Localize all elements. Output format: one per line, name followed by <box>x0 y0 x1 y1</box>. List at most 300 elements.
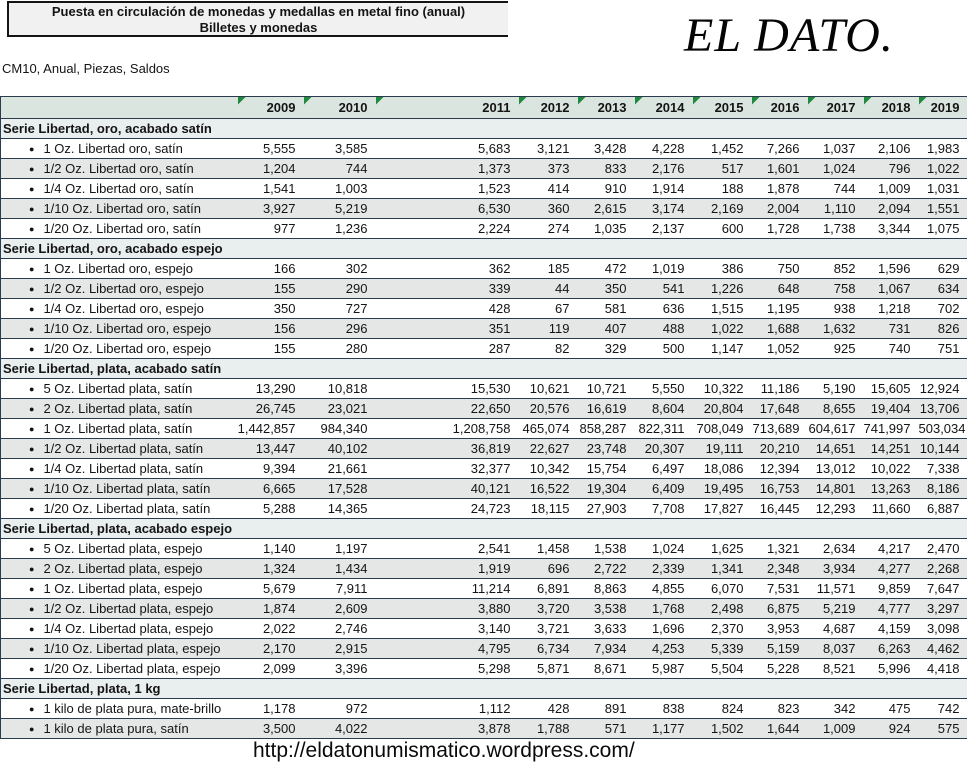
value-cell: 1,009 <box>864 179 919 199</box>
value-cell: 740 <box>864 339 919 359</box>
value-cell: 1,208,758 <box>376 419 519 439</box>
value-cell: 977 <box>238 219 304 239</box>
value-cell: 541 <box>635 279 693 299</box>
value-cell: 1,075 <box>919 219 967 239</box>
series-code: CM10, Anual, Piezas, Saldos <box>2 61 170 76</box>
value-cell: 1,728 <box>752 219 808 239</box>
value-cell: 1,218 <box>864 299 919 319</box>
value-cell: 465,074 <box>519 419 578 439</box>
value-cell: 575 <box>919 719 967 739</box>
value-cell: 1,112 <box>376 699 519 719</box>
table-row <box>1 619 967 639</box>
value-cell: 1,738 <box>808 219 864 239</box>
value-cell: 708,049 <box>693 419 752 439</box>
value-cell: 17,648 <box>752 399 808 419</box>
value-cell: 2,169 <box>693 199 752 219</box>
value-cell: 1,022 <box>693 319 752 339</box>
bullet-icon: ● <box>29 304 35 314</box>
year-header-2011[interactable] <box>376 97 519 119</box>
value-cell: 1,177 <box>635 719 693 739</box>
row-label-cell <box>1 659 238 679</box>
value-cell: 838 <box>635 699 693 719</box>
value-cell: 14,801 <box>808 479 864 499</box>
table-row <box>1 279 967 299</box>
row-label: 1/4 Oz. Libertad oro, satín <box>43 181 194 196</box>
footer-url[interactable]: http://eldatonumismatico.wordpress.com/ <box>253 739 635 762</box>
value-cell: 11,571 <box>808 579 864 599</box>
value-cell: 6,497 <box>635 459 693 479</box>
table-row <box>1 639 967 659</box>
bullet-icon: ● <box>29 144 35 154</box>
year-header-2018[interactable] <box>864 97 919 119</box>
table-row <box>1 699 967 719</box>
value-cell: 1,551 <box>919 199 967 219</box>
bullet-icon: ● <box>29 644 35 654</box>
report-subtitle: Billetes y monedas <box>199 20 318 35</box>
value-cell: 19,495 <box>693 479 752 499</box>
value-cell: 2,348 <box>752 559 808 579</box>
value-cell: 1,324 <box>238 559 304 579</box>
site-logo: EL DATO. <box>684 9 894 62</box>
value-cell: 18,086 <box>693 459 752 479</box>
value-cell: 925 <box>808 339 864 359</box>
value-cell: 23,021 <box>304 399 376 419</box>
value-cell: 1,110 <box>808 199 864 219</box>
value-cell: 119 <box>519 319 578 339</box>
value-cell: 12,293 <box>808 499 864 519</box>
table-row <box>1 139 967 159</box>
value-cell: 1,632 <box>808 319 864 339</box>
value-cell: 1,031 <box>919 179 967 199</box>
year-label: 2014 <box>655 100 685 115</box>
value-cell: 36,819 <box>376 439 519 459</box>
value-cell: 796 <box>864 159 919 179</box>
value-cell: 3,098 <box>919 619 967 639</box>
value-cell: 350 <box>578 279 635 299</box>
value-cell: 280 <box>304 339 376 359</box>
value-cell: 3,927 <box>238 199 304 219</box>
section-header-row <box>1 359 967 379</box>
year-label: 2010 <box>338 100 368 115</box>
value-cell: 1,195 <box>752 299 808 319</box>
year-header-2009[interactable] <box>238 97 304 119</box>
value-cell: 166 <box>238 259 304 279</box>
value-cell: 8,186 <box>919 479 967 499</box>
value-cell: 290 <box>304 279 376 299</box>
value-cell: 1,596 <box>864 259 919 279</box>
year-header-2012[interactable] <box>519 97 578 119</box>
value-cell: 648 <box>752 279 808 299</box>
row-label: 1/20 Oz. Libertad oro, satín <box>43 221 201 236</box>
value-cell: 6,891 <box>519 579 578 599</box>
value-cell: 16,445 <box>752 499 808 519</box>
value-cell: 13,706 <box>919 399 967 419</box>
value-cell: 14,651 <box>808 439 864 459</box>
value-cell: 1,452 <box>693 139 752 159</box>
value-cell: 3,140 <box>376 619 519 639</box>
value-cell: 20,576 <box>519 399 578 419</box>
value-cell: 1,983 <box>919 139 967 159</box>
value-cell: 4,159 <box>864 619 919 639</box>
row-label-cell <box>1 599 238 619</box>
value-cell: 9,859 <box>864 579 919 599</box>
row-label-cell <box>1 699 238 719</box>
table-row <box>1 299 967 319</box>
bullet-icon: ● <box>29 464 35 474</box>
bullet-icon: ● <box>29 284 35 294</box>
value-cell: 26,745 <box>238 399 304 419</box>
value-cell: 23,748 <box>578 439 635 459</box>
report-title-box <box>7 1 508 37</box>
value-cell: 4,777 <box>864 599 919 619</box>
value-cell: 13,290 <box>238 379 304 399</box>
row-label: 1 Oz. Libertad plata, espejo <box>43 581 203 596</box>
value-cell: 8,521 <box>808 659 864 679</box>
value-cell: 188 <box>693 179 752 199</box>
value-cell: 1,696 <box>635 619 693 639</box>
value-cell: 634 <box>919 279 967 299</box>
row-label-cell <box>1 139 238 159</box>
year-label: 2016 <box>770 100 800 115</box>
value-cell: 2,634 <box>808 539 864 559</box>
value-cell: 155 <box>238 339 304 359</box>
year-header-2017[interactable] <box>808 97 864 119</box>
value-cell: 21,661 <box>304 459 376 479</box>
value-cell: 16,522 <box>519 479 578 499</box>
value-cell: 12,394 <box>752 459 808 479</box>
row-label-cell <box>1 259 238 279</box>
year-header-2016[interactable] <box>752 97 808 119</box>
value-cell: 5,159 <box>752 639 808 659</box>
value-cell: 472 <box>578 259 635 279</box>
year-header-2014[interactable] <box>635 97 693 119</box>
value-cell: 8,655 <box>808 399 864 419</box>
value-cell: 1,541 <box>238 179 304 199</box>
value-cell: 16,753 <box>752 479 808 499</box>
value-cell: 2,470 <box>919 539 967 559</box>
value-cell: 4,217 <box>864 539 919 559</box>
table-row <box>1 539 967 559</box>
value-cell: 24,723 <box>376 499 519 519</box>
value-cell: 1,197 <box>304 539 376 559</box>
table-row <box>1 499 967 519</box>
section-header-row <box>1 119 967 139</box>
value-cell: 1,434 <box>304 559 376 579</box>
row-label: 1/2 Oz. Libertad oro, satín <box>43 161 194 176</box>
bullet-icon: ● <box>29 504 35 514</box>
value-cell: 13,263 <box>864 479 919 499</box>
year-label: 2018 <box>881 100 911 115</box>
bullet-icon: ● <box>29 264 35 274</box>
value-cell: 10,721 <box>578 379 635 399</box>
value-cell: 1,024 <box>808 159 864 179</box>
value-cell: 1,140 <box>238 539 304 559</box>
row-label: 1/10 Oz. Libertad plata, satín <box>43 481 211 496</box>
value-cell: 488 <box>635 319 693 339</box>
value-cell: 20,307 <box>635 439 693 459</box>
value-cell: 302 <box>304 259 376 279</box>
value-cell: 428 <box>519 699 578 719</box>
value-cell: 822,311 <box>635 419 693 439</box>
value-cell: 891 <box>578 699 635 719</box>
data-table <box>0 96 967 739</box>
value-cell: 5,339 <box>693 639 752 659</box>
value-cell: 15,754 <box>578 459 635 479</box>
value-cell: 910 <box>578 179 635 199</box>
value-cell: 13,012 <box>808 459 864 479</box>
value-cell: 824 <box>693 699 752 719</box>
year-header-2013[interactable] <box>578 97 635 119</box>
row-label: 1/2 Oz. Libertad plata, espejo <box>43 601 214 616</box>
value-cell: 4,022 <box>304 719 376 739</box>
value-cell: 2,224 <box>376 219 519 239</box>
value-cell: 2,746 <box>304 619 376 639</box>
value-cell: 16,619 <box>578 399 635 419</box>
table-row <box>1 399 967 419</box>
value-cell: 407 <box>578 319 635 339</box>
section-header-row <box>1 519 967 539</box>
comment-marker-icon <box>304 97 312 105</box>
value-cell: 503,034 <box>919 419 967 439</box>
value-cell: 1,878 <box>752 179 808 199</box>
value-cell: 17,528 <box>304 479 376 499</box>
value-cell: 1,373 <box>376 159 519 179</box>
value-cell: 274 <box>519 219 578 239</box>
value-cell: 350 <box>238 299 304 319</box>
value-cell: 3,878 <box>376 719 519 739</box>
value-cell: 1,341 <box>693 559 752 579</box>
value-cell: 5,550 <box>635 379 693 399</box>
value-cell: 2,915 <box>304 639 376 659</box>
table-row <box>1 579 967 599</box>
value-cell: 744 <box>808 179 864 199</box>
value-cell: 11,214 <box>376 579 519 599</box>
table-row <box>1 419 967 439</box>
value-cell: 82 <box>519 339 578 359</box>
row-label: 5 Oz. Libertad plata, satín <box>43 381 193 396</box>
value-cell: 5,996 <box>864 659 919 679</box>
value-cell: 10,818 <box>304 379 376 399</box>
value-cell: 702 <box>919 299 967 319</box>
value-cell: 7,934 <box>578 639 635 659</box>
value-cell: 581 <box>578 299 635 319</box>
value-cell: 362 <box>376 259 519 279</box>
value-cell: 938 <box>808 299 864 319</box>
value-cell: 339 <box>376 279 519 299</box>
value-cell: 1,442,857 <box>238 419 304 439</box>
value-cell: 2,498 <box>693 599 752 619</box>
value-cell: 5,504 <box>693 659 752 679</box>
section-title: Serie Libertad, oro, acabado satín <box>1 119 967 139</box>
bullet-icon: ● <box>29 724 35 734</box>
comment-marker-icon <box>519 97 527 105</box>
value-cell: 636 <box>635 299 693 319</box>
year-label: 2009 <box>266 100 296 115</box>
value-cell: 2,106 <box>864 139 919 159</box>
year-header-2015[interactable] <box>693 97 752 119</box>
value-cell: 600 <box>693 219 752 239</box>
value-cell: 10,322 <box>693 379 752 399</box>
value-cell: 7,531 <box>752 579 808 599</box>
bullet-icon: ● <box>29 564 35 574</box>
table-row <box>1 319 967 339</box>
value-cell: 5,683 <box>376 139 519 159</box>
value-cell: 2,609 <box>304 599 376 619</box>
year-header-2010[interactable] <box>304 97 376 119</box>
value-cell: 5,298 <box>376 659 519 679</box>
comment-marker-icon <box>693 97 701 105</box>
value-cell: 6,263 <box>864 639 919 659</box>
row-label-column-header <box>1 97 238 119</box>
value-cell: 4,795 <box>376 639 519 659</box>
row-label-cell <box>1 319 238 339</box>
value-cell: 2,541 <box>376 539 519 559</box>
value-cell: 741,997 <box>864 419 919 439</box>
table-row <box>1 659 967 679</box>
value-cell: 414 <box>519 179 578 199</box>
table-row <box>1 719 967 739</box>
value-cell: 386 <box>693 259 752 279</box>
value-cell: 2,176 <box>635 159 693 179</box>
value-cell: 3,538 <box>578 599 635 619</box>
year-label: 2012 <box>540 100 570 115</box>
value-cell: 1,644 <box>752 719 808 739</box>
value-cell: 15,530 <box>376 379 519 399</box>
row-label: 2 Oz. Libertad plata, satín <box>43 401 193 416</box>
value-cell: 12,924 <box>919 379 967 399</box>
value-cell: 3,953 <box>752 619 808 639</box>
value-cell: 8,037 <box>808 639 864 659</box>
year-label: 2017 <box>826 100 856 115</box>
row-label: 5 Oz. Libertad plata, espejo <box>43 541 203 556</box>
table-row <box>1 439 967 459</box>
bullet-icon: ● <box>29 164 35 174</box>
value-cell: 972 <box>304 699 376 719</box>
row-label: 1/10 Oz. Libertad plata, espejo <box>43 641 221 656</box>
table-row <box>1 199 967 219</box>
value-cell: 1,688 <box>752 319 808 339</box>
row-label-cell <box>1 399 238 419</box>
table-row <box>1 159 967 179</box>
table-row <box>1 599 967 619</box>
value-cell: 2,615 <box>578 199 635 219</box>
value-cell: 3,721 <box>519 619 578 639</box>
row-label-cell <box>1 479 238 499</box>
value-cell: 185 <box>519 259 578 279</box>
value-cell: 2,722 <box>578 559 635 579</box>
value-cell: 32,377 <box>376 459 519 479</box>
value-cell: 3,934 <box>808 559 864 579</box>
value-cell: 7,911 <box>304 579 376 599</box>
value-cell: 3,633 <box>578 619 635 639</box>
row-label: 2 Oz. Libertad plata, espejo <box>43 561 203 576</box>
value-cell: 751 <box>919 339 967 359</box>
row-label: 1 kilo de plata pura, mate-brillo <box>43 701 222 716</box>
row-label-cell <box>1 339 238 359</box>
value-cell: 10,144 <box>919 439 967 459</box>
year-label: 2011 <box>482 100 511 115</box>
row-label-cell <box>1 159 238 179</box>
value-cell: 17,827 <box>693 499 752 519</box>
value-cell: 11,660 <box>864 499 919 519</box>
value-cell: 5,555 <box>238 139 304 159</box>
table-row <box>1 219 967 239</box>
value-cell: 7,647 <box>919 579 967 599</box>
row-label: 1 kilo de plata pura, satín <box>43 721 189 736</box>
value-cell: 10,621 <box>519 379 578 399</box>
value-cell: 924 <box>864 719 919 739</box>
value-cell: 27,903 <box>578 499 635 519</box>
value-cell: 1,052 <box>752 339 808 359</box>
value-cell: 475 <box>864 699 919 719</box>
bullet-icon: ● <box>29 184 35 194</box>
bullet-icon: ● <box>29 704 35 714</box>
value-cell: 7,708 <box>635 499 693 519</box>
value-cell: 742 <box>919 699 967 719</box>
value-cell: 2,339 <box>635 559 693 579</box>
row-label: 1 Oz. Libertad oro, espejo <box>43 261 194 276</box>
bullet-icon: ● <box>29 444 35 454</box>
row-label-cell <box>1 619 238 639</box>
value-cell: 500 <box>635 339 693 359</box>
bullet-icon: ● <box>29 584 35 594</box>
section-header-row <box>1 239 967 259</box>
row-label-cell <box>1 279 238 299</box>
value-cell: 14,251 <box>864 439 919 459</box>
value-cell: 9,394 <box>238 459 304 479</box>
section-title: Serie Libertad, plata, acabado espejo <box>1 519 967 539</box>
value-cell: 3,121 <box>519 139 578 159</box>
section-title: Serie Libertad, plata, 1 kg <box>1 679 967 699</box>
value-cell: 1,788 <box>519 719 578 739</box>
bullet-icon: ● <box>29 404 35 414</box>
row-label-cell <box>1 179 238 199</box>
comment-marker-icon <box>752 97 760 105</box>
value-cell: 1,022 <box>919 159 967 179</box>
value-cell: 22,650 <box>376 399 519 419</box>
value-cell: 3,297 <box>919 599 967 619</box>
value-cell: 1,037 <box>808 139 864 159</box>
value-cell: 2,099 <box>238 659 304 679</box>
value-cell: 6,665 <box>238 479 304 499</box>
value-cell: 6,070 <box>693 579 752 599</box>
bullet-icon: ● <box>29 544 35 554</box>
year-header-2019[interactable] <box>919 97 967 119</box>
value-cell: 6,734 <box>519 639 578 659</box>
value-cell: 1,178 <box>238 699 304 719</box>
row-label-cell <box>1 419 238 439</box>
row-label: 1/20 Oz. Libertad plata, satín <box>43 501 211 516</box>
value-cell: 3,428 <box>578 139 635 159</box>
row-label-cell <box>1 379 238 399</box>
value-cell: 750 <box>752 259 808 279</box>
table-row <box>1 479 967 499</box>
value-cell: 629 <box>919 259 967 279</box>
value-cell: 11,186 <box>752 379 808 399</box>
row-label-cell <box>1 499 238 519</box>
value-cell: 7,338 <box>919 459 967 479</box>
value-cell: 67 <box>519 299 578 319</box>
row-label: 1/20 Oz. Libertad oro, espejo <box>43 341 212 356</box>
value-cell: 20,210 <box>752 439 808 459</box>
value-cell: 3,585 <box>304 139 376 159</box>
value-cell: 2,370 <box>693 619 752 639</box>
value-cell: 3,880 <box>376 599 519 619</box>
value-cell: 5,288 <box>238 499 304 519</box>
value-cell: 10,022 <box>864 459 919 479</box>
row-label-cell <box>1 719 238 739</box>
row-label-cell <box>1 199 238 219</box>
